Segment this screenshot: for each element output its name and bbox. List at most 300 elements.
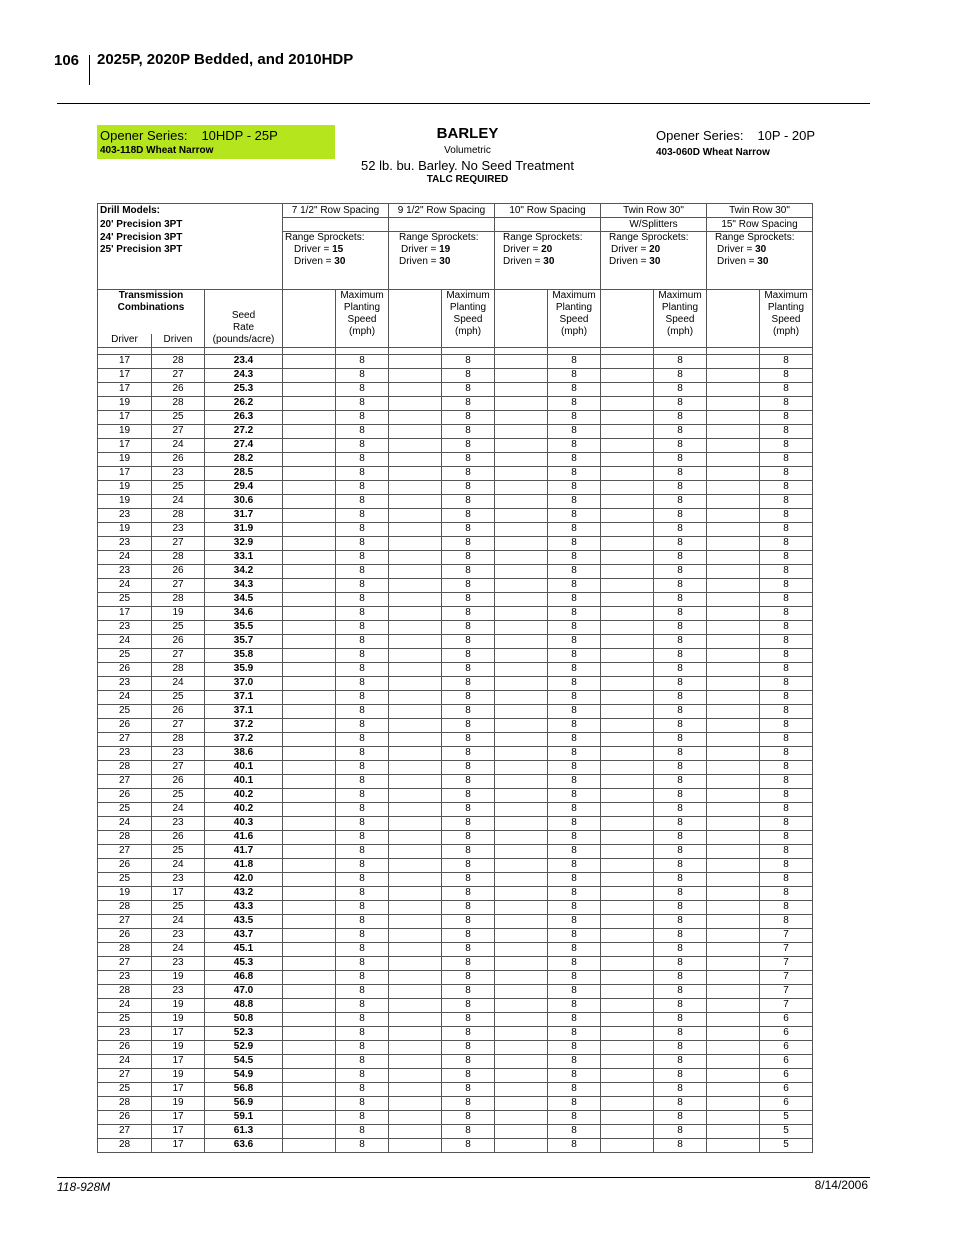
- spacer-cell: [495, 1138, 548, 1152]
- max-speed-cell: 8: [760, 760, 813, 774]
- driven-teeth: 25: [152, 844, 205, 858]
- spacer-cell: [389, 564, 442, 578]
- spacer-cell: [495, 886, 548, 900]
- max-speed-cell: 8: [654, 578, 707, 592]
- max-speed-cell: 8: [548, 872, 601, 886]
- seed-rate: 38.6: [205, 746, 283, 760]
- table-row: [98, 746, 813, 760]
- max-speed-cell: 8: [760, 704, 813, 718]
- spacer-cell: [707, 550, 760, 564]
- spacer-cell: [283, 788, 336, 802]
- spacer-cell: [601, 522, 654, 536]
- driven-teeth: 19: [152, 970, 205, 984]
- spacer-cell: [601, 424, 654, 438]
- seed-rate-table: [97, 203, 813, 1153]
- driven-teeth: 26: [152, 564, 205, 578]
- spacer-cell: [601, 690, 654, 704]
- max-speed-cell: 8: [442, 592, 495, 606]
- max-speed-cell: 8: [654, 1068, 707, 1082]
- driver-teeth: 25: [98, 592, 152, 606]
- page-number: 106: [54, 52, 80, 69]
- driver-teeth: 24: [98, 998, 152, 1012]
- table-row: [98, 1026, 813, 1040]
- table-row: [98, 536, 813, 550]
- max-speed-cell: 8: [442, 900, 495, 914]
- spacer-cell: [283, 1096, 336, 1110]
- driver-teeth: 19: [98, 494, 152, 508]
- seed-rate: 42.0: [205, 872, 283, 886]
- max-speed-cell: 8: [336, 746, 389, 760]
- max-speed-cell: 8: [336, 410, 389, 424]
- table-row: [98, 550, 813, 564]
- max-speed-cell: 8: [548, 578, 601, 592]
- spacer-cell: [601, 1026, 654, 1040]
- max-speed-cell: 8: [760, 676, 813, 690]
- spacer-cell: [389, 746, 442, 760]
- max-speed-cell: 8: [442, 998, 495, 1012]
- spacer-cell: [389, 928, 442, 942]
- spacer-cell: [283, 368, 336, 382]
- seed-rate: 52.9: [205, 1040, 283, 1054]
- spacer-cell: [389, 830, 442, 844]
- spacer-cell: [389, 354, 442, 368]
- spacer-cell: [495, 998, 548, 1012]
- max-speed-cell: 8: [760, 774, 813, 788]
- spacer-cell: [707, 984, 760, 998]
- table-row: [98, 396, 813, 410]
- driven-teeth: 17: [152, 1026, 205, 1040]
- range-sprockets: Range Sprockets: Driver = 19 Driven = 30: [389, 232, 495, 290]
- driver-teeth: 23: [98, 508, 152, 522]
- max-speed-cell: 8: [336, 578, 389, 592]
- spacer-cell: [707, 956, 760, 970]
- page-title: 2025P, 2020P Bedded, and 2010HDP: [97, 51, 354, 68]
- document-number: 118-928M: [57, 1180, 111, 1194]
- max-speed-cell: 8: [548, 1096, 601, 1110]
- max-speed-cell: 8: [442, 718, 495, 732]
- spacer-cell: [495, 648, 548, 662]
- max-speed-cell: 8: [336, 816, 389, 830]
- spacer-cell: [283, 592, 336, 606]
- spacer-cell: [283, 648, 336, 662]
- spacer-cell: [283, 1012, 336, 1026]
- spacer-cell: [389, 676, 442, 690]
- speed-header: Maximum Planting Speed (mph): [442, 289, 495, 347]
- seed-rate: 56.9: [205, 1096, 283, 1110]
- driver-teeth: 26: [98, 718, 152, 732]
- table-row: [98, 564, 813, 578]
- seed-rate: 35.9: [205, 662, 283, 676]
- spacer-cell: [601, 984, 654, 998]
- spacer-cell: [389, 550, 442, 564]
- spacer-cell: [707, 1082, 760, 1096]
- spacer-cell: [707, 900, 760, 914]
- max-speed-cell: 8: [548, 830, 601, 844]
- max-speed-cell: 8: [442, 410, 495, 424]
- spacer-cell: [495, 368, 548, 382]
- talc-note: TALC REQUIRED: [426, 174, 509, 185]
- spacer-cell: [495, 732, 548, 746]
- seed-rate: 47.0: [205, 984, 283, 998]
- spacer-cell: [601, 956, 654, 970]
- table-row: [98, 760, 813, 774]
- spacer-cell: [495, 1082, 548, 1096]
- max-speed-cell: 8: [760, 802, 813, 816]
- opener-series-value: 10P - 20P: [757, 128, 816, 143]
- seed-rate: 34.2: [205, 564, 283, 578]
- spacer-cell: [389, 592, 442, 606]
- spacer-cell: [601, 844, 654, 858]
- table-row: [98, 368, 813, 382]
- driven-teeth: 26: [152, 704, 205, 718]
- seed-rate: 26.3: [205, 410, 283, 424]
- spacer-cell: [601, 592, 654, 606]
- driver-teeth: 27: [98, 956, 152, 970]
- table-row: [98, 508, 813, 522]
- spacer-cell: [389, 732, 442, 746]
- seed-rate: 27.4: [205, 438, 283, 452]
- driver-teeth: 26: [98, 662, 152, 676]
- driven-teeth: 24: [152, 914, 205, 928]
- driver-teeth: 19: [98, 424, 152, 438]
- spacer-cell: [601, 732, 654, 746]
- spacer-cell: [283, 942, 336, 956]
- spacer-cell: [707, 928, 760, 942]
- spacer-cell: [601, 718, 654, 732]
- max-speed-cell: 8: [336, 620, 389, 634]
- max-speed-cell: 8: [442, 956, 495, 970]
- max-speed-cell: 8: [442, 564, 495, 578]
- spacer-cell: [601, 410, 654, 424]
- max-speed-cell: 8: [548, 816, 601, 830]
- spacer-cell: [283, 746, 336, 760]
- spacer-cell: [495, 788, 548, 802]
- max-speed-cell: 8: [442, 1082, 495, 1096]
- spacer-cell: [495, 662, 548, 676]
- driver-sprocket: 20: [541, 244, 553, 255]
- driven-teeth: 27: [152, 424, 205, 438]
- seed-rate: 24.3: [205, 368, 283, 382]
- driven-teeth: 17: [152, 886, 205, 900]
- max-speed-cell: 8: [760, 536, 813, 550]
- driven-teeth: 19: [152, 998, 205, 1012]
- spacer-cell: [283, 494, 336, 508]
- max-speed-cell: 8: [442, 830, 495, 844]
- max-speed-cell: 8: [442, 1096, 495, 1110]
- drill-model-item: 24' Precision 3PT: [100, 231, 183, 243]
- driver-teeth: 19: [98, 396, 152, 410]
- max-speed-cell: 7: [760, 998, 813, 1012]
- max-speed-cell: 8: [336, 830, 389, 844]
- max-speed-cell: 8: [654, 438, 707, 452]
- range-sprockets-label: Range Sprockets:: [609, 232, 689, 243]
- table-row: [98, 998, 813, 1012]
- crop-name: BARLEY: [436, 125, 499, 142]
- table-row: [98, 802, 813, 816]
- table-row: [98, 1138, 813, 1152]
- max-speed-cell: 8: [654, 1082, 707, 1096]
- seed-rate: 32.9: [205, 536, 283, 550]
- speed-header: Maximum Planting Speed (mph): [760, 289, 813, 347]
- seed-rate: 50.8: [205, 1012, 283, 1026]
- max-speed-cell: 8: [548, 774, 601, 788]
- driver-teeth: 23: [98, 564, 152, 578]
- spacing-title: 10" Row Spacing: [495, 204, 601, 218]
- spacer-cell: [283, 886, 336, 900]
- max-speed-cell: 8: [442, 536, 495, 550]
- spacer-cell: [601, 886, 654, 900]
- max-speed-cell: 8: [654, 1026, 707, 1040]
- spacer-cell: [601, 942, 654, 956]
- spacer-cell: [283, 760, 336, 774]
- spacer-cell: [707, 648, 760, 662]
- table-row: [98, 620, 813, 634]
- max-speed-cell: 8: [442, 858, 495, 872]
- max-speed-cell: 8: [442, 788, 495, 802]
- max-speed-cell: 7: [760, 970, 813, 984]
- driven-teeth: 17: [152, 1124, 205, 1138]
- seed-rate: 56.8: [205, 1082, 283, 1096]
- spacer-cell: [283, 928, 336, 942]
- driver-teeth: 24: [98, 578, 152, 592]
- max-speed-cell: 8: [654, 1110, 707, 1124]
- driver-teeth: 19: [98, 480, 152, 494]
- max-speed-cell: 8: [336, 536, 389, 550]
- driver-teeth: 19: [98, 886, 152, 900]
- spacer-cell: [389, 480, 442, 494]
- max-speed-cell: 6: [760, 1068, 813, 1082]
- spacer-cell: [707, 886, 760, 900]
- max-speed-cell: 8: [654, 928, 707, 942]
- spacer-cell: [389, 382, 442, 396]
- spacer-cell: [283, 732, 336, 746]
- gap-cell: [760, 347, 813, 354]
- spacer-cell: [495, 718, 548, 732]
- spacer-cell: [707, 634, 760, 648]
- spacer-cell: [283, 508, 336, 522]
- document-date: 8/14/2006: [814, 1178, 868, 1192]
- max-speed-cell: 8: [760, 816, 813, 830]
- gap-cell: [601, 347, 654, 354]
- seed-rate-header: Seed Rate (pounds/acre): [205, 289, 283, 347]
- driven-teeth: 28: [152, 508, 205, 522]
- max-speed-cell: 8: [336, 718, 389, 732]
- max-speed-cell: 8: [654, 956, 707, 970]
- max-speed-cell: 8: [442, 816, 495, 830]
- driver-teeth: 25: [98, 872, 152, 886]
- spacer-cell: [601, 1012, 654, 1026]
- max-speed-cell: 8: [654, 662, 707, 676]
- table-row: [98, 1068, 813, 1082]
- seed-rate: 43.7: [205, 928, 283, 942]
- max-speed-cell: 8: [654, 774, 707, 788]
- table-row: [98, 494, 813, 508]
- gap-cell: [707, 347, 760, 354]
- spacer-cell: [283, 522, 336, 536]
- max-speed-cell: 8: [760, 452, 813, 466]
- spacer-cell: [495, 592, 548, 606]
- max-speed-cell: 8: [336, 438, 389, 452]
- table-row: [98, 690, 813, 704]
- max-speed-cell: 8: [442, 844, 495, 858]
- metering-type: Volumetric: [444, 145, 491, 156]
- driven-teeth: 27: [152, 760, 205, 774]
- driver-teeth: 23: [98, 676, 152, 690]
- max-speed-cell: 8: [654, 704, 707, 718]
- spacer-cell: [283, 1082, 336, 1096]
- max-speed-cell: 8: [336, 732, 389, 746]
- spacer-cell: [283, 634, 336, 648]
- max-speed-cell: 8: [654, 508, 707, 522]
- driven-teeth: 17: [152, 1138, 205, 1152]
- max-speed-cell: 8: [654, 816, 707, 830]
- max-speed-cell: 8: [336, 914, 389, 928]
- spacer-cell: [495, 746, 548, 760]
- max-speed-cell: 8: [548, 550, 601, 564]
- spacer-cell: [601, 289, 654, 347]
- table-row: [98, 830, 813, 844]
- driven-teeth: 24: [152, 942, 205, 956]
- table-row: [98, 578, 813, 592]
- spacer-cell: [707, 802, 760, 816]
- driver-sprocket: 20: [649, 244, 661, 255]
- spacer-cell: [389, 508, 442, 522]
- spacer-cell: [283, 564, 336, 578]
- spacer-cell: [389, 578, 442, 592]
- max-speed-cell: 8: [760, 424, 813, 438]
- spacer-cell: [389, 1138, 442, 1152]
- opener-series-label: Opener Series:: [656, 128, 744, 143]
- spacer-cell: [389, 438, 442, 452]
- max-speed-cell: 8: [548, 1054, 601, 1068]
- max-speed-cell: 8: [548, 564, 601, 578]
- opener-series-label: Opener Series:: [100, 128, 188, 143]
- max-speed-cell: 8: [760, 592, 813, 606]
- spacer-cell: [283, 662, 336, 676]
- max-speed-cell: 8: [442, 1068, 495, 1082]
- max-speed-cell: 8: [442, 1012, 495, 1026]
- spacer-cell: [707, 858, 760, 872]
- max-speed-cell: 8: [548, 858, 601, 872]
- spacer-cell: [707, 606, 760, 620]
- spacer-cell: [283, 816, 336, 830]
- spacer-cell: [283, 914, 336, 928]
- driven-teeth: 23: [152, 746, 205, 760]
- seed-rate: 63.6: [205, 1138, 283, 1152]
- spacer-cell: [707, 970, 760, 984]
- driven-teeth: 17: [152, 1082, 205, 1096]
- spacer-cell: [389, 900, 442, 914]
- table-row: [98, 970, 813, 984]
- max-speed-cell: 8: [654, 1040, 707, 1054]
- max-speed-cell: 8: [654, 970, 707, 984]
- driven-teeth: 27: [152, 368, 205, 382]
- table-row: [98, 1124, 813, 1138]
- driven-teeth: 26: [152, 382, 205, 396]
- spacer-cell: [707, 578, 760, 592]
- spacer-cell: [601, 1138, 654, 1152]
- max-speed-cell: 8: [336, 550, 389, 564]
- max-speed-cell: 8: [654, 998, 707, 1012]
- drill-model-item: 25' Precision 3PT: [100, 243, 183, 255]
- max-speed-cell: 8: [336, 396, 389, 410]
- spacer-cell: [707, 942, 760, 956]
- spacer-cell: [707, 816, 760, 830]
- driven-teeth: 24: [152, 802, 205, 816]
- spacer-cell: [495, 494, 548, 508]
- max-speed-cell: 8: [336, 1096, 389, 1110]
- max-speed-cell: 8: [654, 788, 707, 802]
- seed-rate: 46.8: [205, 970, 283, 984]
- speed-header: Maximum Planting Speed (mph): [336, 289, 389, 347]
- spacer-cell: [495, 522, 548, 536]
- spacer-cell: [283, 774, 336, 788]
- max-speed-cell: 8: [548, 396, 601, 410]
- driver-teeth: 24: [98, 1054, 152, 1068]
- driven-header: Driven: [152, 334, 205, 348]
- max-speed-cell: 8: [760, 480, 813, 494]
- seed-rate: 34.6: [205, 606, 283, 620]
- max-speed-cell: 8: [336, 452, 389, 466]
- spacer-cell: [601, 564, 654, 578]
- max-speed-cell: 8: [760, 914, 813, 928]
- driver-teeth: 26: [98, 1040, 152, 1054]
- driven-teeth: 23: [152, 872, 205, 886]
- max-speed-cell: 8: [442, 704, 495, 718]
- max-speed-cell: 8: [442, 508, 495, 522]
- spacer-cell: [283, 676, 336, 690]
- driven-teeth: 19: [152, 1012, 205, 1026]
- spacing-title: 9 1/2" Row Spacing: [389, 204, 495, 218]
- seed-rate: 25.3: [205, 382, 283, 396]
- spacer-cell: [495, 676, 548, 690]
- driven-teeth: 28: [152, 550, 205, 564]
- max-speed-cell: 8: [442, 1040, 495, 1054]
- max-speed-cell: 8: [442, 942, 495, 956]
- speed-header: Maximum Planting Speed (mph): [654, 289, 707, 347]
- max-speed-cell: 8: [336, 606, 389, 620]
- table-row: [98, 648, 813, 662]
- max-speed-cell: 8: [442, 494, 495, 508]
- max-speed-cell: 8: [548, 1068, 601, 1082]
- max-speed-cell: 8: [336, 634, 389, 648]
- max-speed-cell: 8: [442, 522, 495, 536]
- spacer-cell: [495, 844, 548, 858]
- driven-teeth: 17: [152, 1054, 205, 1068]
- spacer-cell: [495, 774, 548, 788]
- spacer-cell: [283, 1124, 336, 1138]
- max-speed-cell: 8: [336, 970, 389, 984]
- max-speed-cell: 8: [442, 1110, 495, 1124]
- spacer-cell: [389, 368, 442, 382]
- spacer-cell: [283, 452, 336, 466]
- driven-teeth: 25: [152, 788, 205, 802]
- spacer-cell: [495, 1110, 548, 1124]
- driven-teeth: 24: [152, 858, 205, 872]
- max-speed-cell: 8: [548, 536, 601, 550]
- spacer-cell: [389, 606, 442, 620]
- spacer-cell: [601, 788, 654, 802]
- spacer-cell: [601, 1054, 654, 1068]
- spacer-cell: [601, 536, 654, 550]
- max-speed-cell: 8: [442, 466, 495, 480]
- spacer-cell: [495, 1124, 548, 1138]
- driven-teeth: 17: [152, 1110, 205, 1124]
- spacer-cell: [601, 452, 654, 466]
- seed-rate: 41.8: [205, 858, 283, 872]
- max-speed-cell: 8: [654, 494, 707, 508]
- max-speed-cell: 8: [548, 998, 601, 1012]
